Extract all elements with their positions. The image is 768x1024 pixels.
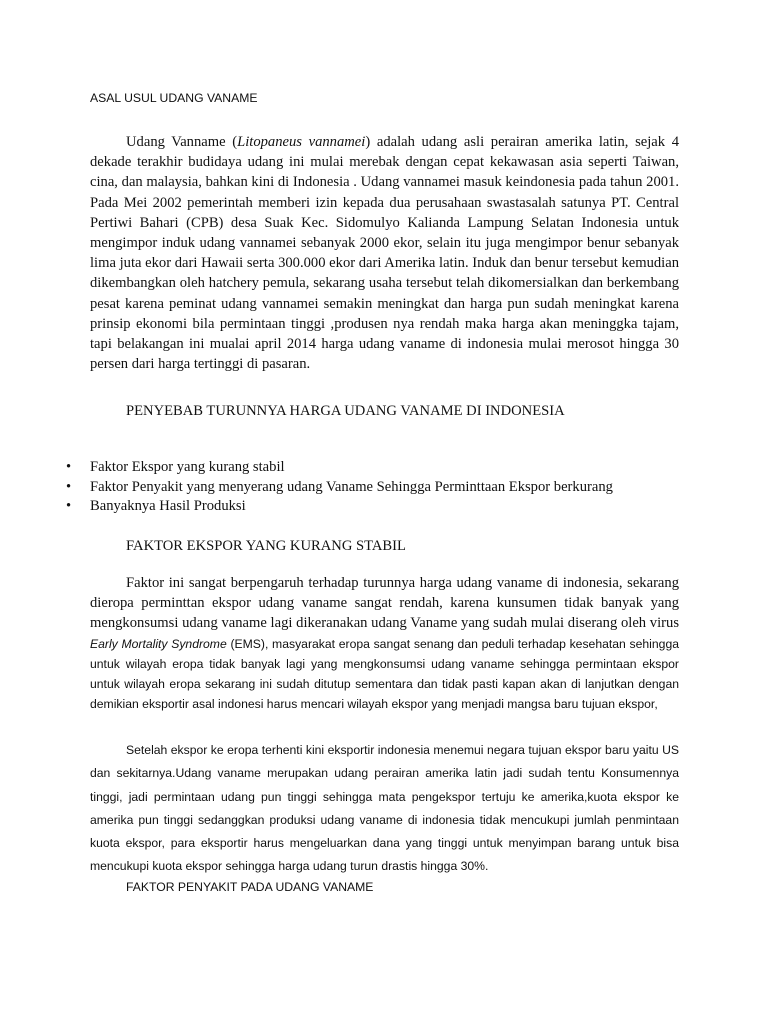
disease-name: Early Mortality Syndrome <box>90 636 227 651</box>
bullet-icon: • <box>66 498 72 514</box>
heading-export-factor: FAKTOR EKSPOR YANG KURANG STABIL <box>126 538 406 554</box>
species-name: Litopaneus vannamei <box>237 134 366 150</box>
list-item <box>66 478 613 498</box>
paragraph-export-text: Faktor ini sangat berpengaruh terhadap turunnya harga udang vaname di indonesia, sekarang dieropa perminttan ekspor udang vaname sangat rendah, karena kunsumen tidak banyak yang mengkonsumsi udang vaname lagi dikeranakan udang Vaname yang sudah mulai diserang oleh virus <box>90 575 679 632</box>
list-item-text: Banyaknya Hasil Produksi <box>90 498 246 514</box>
bullet-icon: • <box>66 459 72 475</box>
heading-price-decline-causes: PENYEBAB TURUNNYA HARGA UDANG VANAME DI INDONESIA <box>126 403 565 419</box>
paragraph-export-factor <box>90 573 679 714</box>
heading-disease-factor: FAKTOR PENYAKIT PADA UDANG VANAME <box>126 880 374 894</box>
list-item <box>66 497 613 517</box>
paragraph-new-export-destination: Setelah ekspor ke eropa terhenti kini eksportir indonesia menemui negara tujuan ekspor baru yaitu US dan sekitarnya.Udang vaname merupakan udang perairan amerika latin jadi sudah tentu Konsumennya tinggi, jadi permintaan udang pun tinggi sehingga mata pengekspor tertuju ke amerika,kuota ekspor ke amerika pun tinggi sedanggkan produksi udang vaname di indonesia tidak mencukupi jumlah penmintaan kuota ekspor, para eksportir harus mengeluarkan dana yang tinggi untuk menyimpan barang untuk bisa mencukupi kuota ekspor sehingga harga udang turun drastis hingga 30%. <box>90 743 679 874</box>
paragraph-export-text-rest: (EMS), masyarakat eropa sangat senang dan peduli terhadap kesehatan sehingga untuk wilayah eropa tidak banyak lagi yang mengkonsumsi udang vaname sehingga permintaan ekspor untuk wilayah eropa sekarang ini sudah ditutup sementara dan tidak pasti kapan akan di lanjutkan dengan demikian eksportir asal indonesi harus mencari wilayah ekspor yang menjadi mangsa baru tujuan ekspor, <box>90 636 679 712</box>
bullet-icon: • <box>66 478 72 495</box>
causes-list <box>66 458 613 517</box>
paragraph-origin <box>90 132 679 374</box>
list-item-text: Faktor Penyakit yang menyerang udang Vaname Sehingga Perminttaan Ekspor berkurang <box>90 478 613 495</box>
list-item <box>66 458 613 478</box>
paragraph-origin-text-rest: ) adalah udang asli perairan amerika latin, sejak 4 dekade terakhir budidaya udang ini mulai merebak dengan cepat kekawasan asia seperti Taiwan, cina, dan malaysia, bahkan kini di Indonesia . Udang vannamei masuk keindonesia pada tahun 2001. Pada Mei 2002 pemerintah memberi izin kepada dua perusahaan swastasalah satunya PT. Central Pertiwi Bahari (CPB) desa Suak Kec. Sidomulyo Kalianda Lampung Selatan Indonesia untuk mengimpor induk udang vannamei sebanyak 2000 ekor, selain itu juga mengimpor benur sebanyak lima juta ekor dari Hawaii serta 300.000 ekor dari Amerika latin. Induk dan benur tersebut kemudian dikembangkan oleh hatchery pemula, sekarang usaha tersebut telah dikomersialkan dan berkembang pesat karena peminat udang vannamei semakin meningkat dan harga pun sudah meningkat karena prinsip ekonomi bila permintaan tinggi ,produsen nya rendah maka harga akan meninggka tajam, tapi belakangan ini mualai april 2014 harga udang vaname di indonesia mulai merosot hingga 30 persen dari harga tertinggi di pasaran. <box>90 134 679 373</box>
paragraph-origin-text-start: Udang Vanname ( <box>126 134 238 150</box>
document-title: ASAL USUL UDANG VANAME <box>90 91 258 105</box>
list-item-text: Faktor Ekspor yang kurang stabil <box>90 459 285 475</box>
